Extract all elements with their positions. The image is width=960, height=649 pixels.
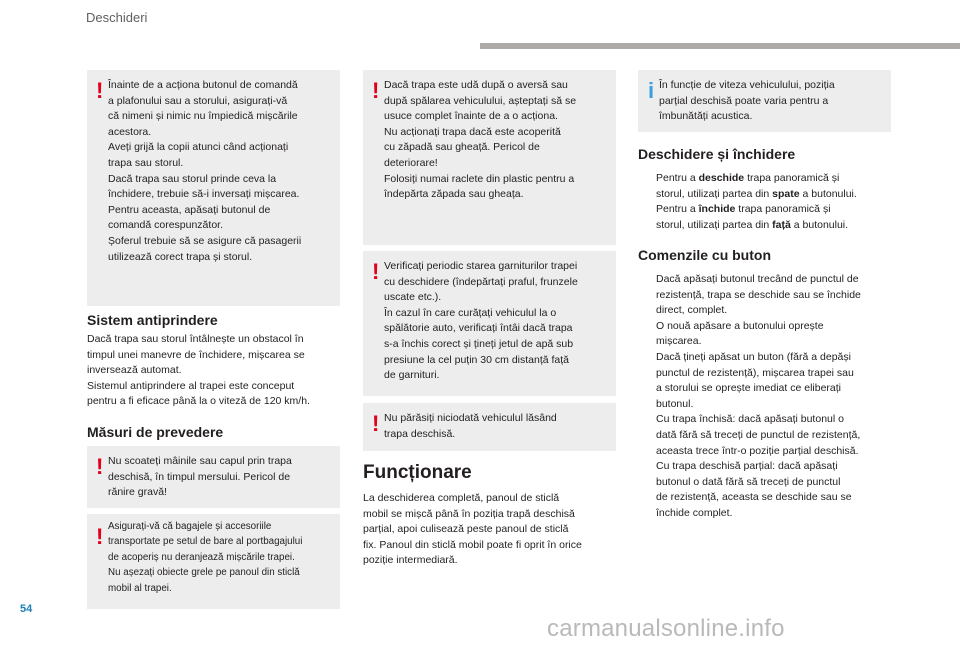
list-text: Dacă țineți apăsat un buton (fără a depăși punctul de rezistență), mișcarea trapei sau a storului se oprește imediat ce eliberați butonul. <box>656 350 854 410</box>
list-item <box>638 350 903 412</box>
list-text: a butonului. <box>799 187 857 200</box>
functionare-text: La deschiderea completă, panoul de sticlă mobil se mișcă până în poziția trapă deschisă parțial, apoi culisează peste panoul de sticlă fix. Panoul din sticlă mobil poate fi oprit în orice poziție intermediară. <box>363 492 582 567</box>
warning-text: Nu părăsiți niciodată vehiculul lăsând trapa deschisă. <box>384 412 557 440</box>
warning-icon: ! <box>372 411 380 436</box>
list-item <box>638 319 903 350</box>
warning-icon: ! <box>372 78 380 103</box>
warning-icon: ! <box>96 78 104 103</box>
page-number: 54 <box>20 603 33 615</box>
warning-text: Verificați periodic starea garniturilor trapei cu deschidere (îndepărtați praful, frunzele uscate etc.). În cazul în care curățați vehiculul la o spălătorie auto, verificați întâi dacă trapa s-a închis corect și țineți jetul de apă sub presiune la cel puțin 30 cm distanță față de garnituri. <box>384 260 578 382</box>
warning-text: Asigurați-vă că bagajele și accesoriile transportate pe setul de bare al portbagajului de acoperiș nu deranjează mișcările trapei. Nu așezați obiecte grele pe panoul din sticlă mobil al trapei. <box>108 521 303 594</box>
list-text: Dacă apăsați butonul trecând de punctul de rezistență, trapa se deschide sau se închide direct, complet. <box>656 273 861 317</box>
list-text-bold: închide <box>698 203 736 216</box>
open-close-list <box>638 171 903 233</box>
warning-box-6 <box>363 403 616 451</box>
warning-box-4 <box>363 70 616 245</box>
list-text: Cu trapa închisă: dacă apăsați butonul o dată fără să treceți de punctul de rezistență, aceasta trece într-o poziție parțial deschisă. <box>656 413 861 457</box>
list-text: Cu trapa deschisă parțial: dacă apăsați butonul o dată fără să treceți de punctul de rezistență, aceasta se deschide sau se închide complet. <box>656 460 852 519</box>
list-text-bold: spate <box>772 187 800 200</box>
antiprindere-text: Dacă trapa sau storul întâlnește un obstacol în timpul unei manevre de închidere, mișcarea se inversează automat. Sistemul antiprindere al trapei este conceput pentru a fi eficace până la o viteză de 120 km/h. <box>87 333 310 408</box>
section-heading-antiprindere: Sistem antiprindere <box>87 312 218 328</box>
section-heading-functionare: Funcționare <box>363 462 472 483</box>
list-text: trapa panoramică și storul, utilizați partea din <box>656 203 831 231</box>
list-text: Pentru a <box>656 172 699 184</box>
list-item <box>638 202 903 233</box>
header-title: Deschideri <box>86 10 148 25</box>
command-list <box>638 272 903 522</box>
list-text: O nouă apăsare a butonului oprește mișcarea. <box>656 319 824 348</box>
list-text: trapa panoramică și storul, utilizați partea din <box>656 172 840 200</box>
list-item <box>638 272 903 319</box>
list-text: Pentru a <box>656 203 699 216</box>
warning-icon: ! <box>96 524 104 549</box>
warning-icon: ! <box>96 454 104 479</box>
info-box <box>638 70 891 132</box>
list-item <box>638 459 903 521</box>
warning-icon: ! <box>372 259 380 284</box>
section-heading-deschidere: Deschidere și închidere <box>638 146 796 162</box>
info-text: În funcție de viteza vehiculului, poziția parțial deschisă poate varia pentru a îmbunătăți acustica. <box>659 79 835 123</box>
list-text-bold: față <box>772 218 791 231</box>
list-text-bold: deschide <box>698 172 745 184</box>
list-item <box>638 171 903 202</box>
warning-box-5 <box>363 251 616 396</box>
section-heading-comenzi: Comenzile cu buton <box>638 247 771 263</box>
list-text: a butonului. <box>790 218 849 231</box>
watermark: carmanualsonline.info <box>547 615 785 642</box>
warning-text: Înainte de a acționa butonul de comandă a plafonului sau a storului, asigurați-vă că nimeni și nimic nu împiedică mișcările acestora. Aveți grijă la copii atunci când acționați trapa sau storul. Dacă trapa sau storul prinde ceva la închidere, trebuie să-i inversați mișcarea. Pentru aceasta, apăsați butonul de comandă corespunzător. Șoferul trebuie să se asigure că pasagerii utilizează corect trapa și storul. <box>108 79 302 263</box>
header-bar <box>480 43 960 49</box>
warning-box-3 <box>87 514 340 609</box>
section-heading-prevedere: Măsuri de prevedere <box>87 424 224 440</box>
warning-text: Nu scoateți mâinile sau capul prin trapa deschisă, în timpul mersului. Pericol de rănire gravă! <box>108 455 292 499</box>
warning-text: Dacă trapa este udă după o aversă sau după spălarea vehiculului, așteptați să se usuce complet înainte de a o acționa. Nu acționați trapa dacă este acoperită cu zăpadă sau gheață. Pericol de deteriorare! Folosiți numai raclete din plastic pentru a îndepărta zăpada sau gheața. <box>384 79 577 201</box>
list-item <box>638 412 903 459</box>
warning-box-1 <box>87 70 340 306</box>
warning-box-2 <box>87 446 340 508</box>
info-icon: i <box>648 78 655 103</box>
